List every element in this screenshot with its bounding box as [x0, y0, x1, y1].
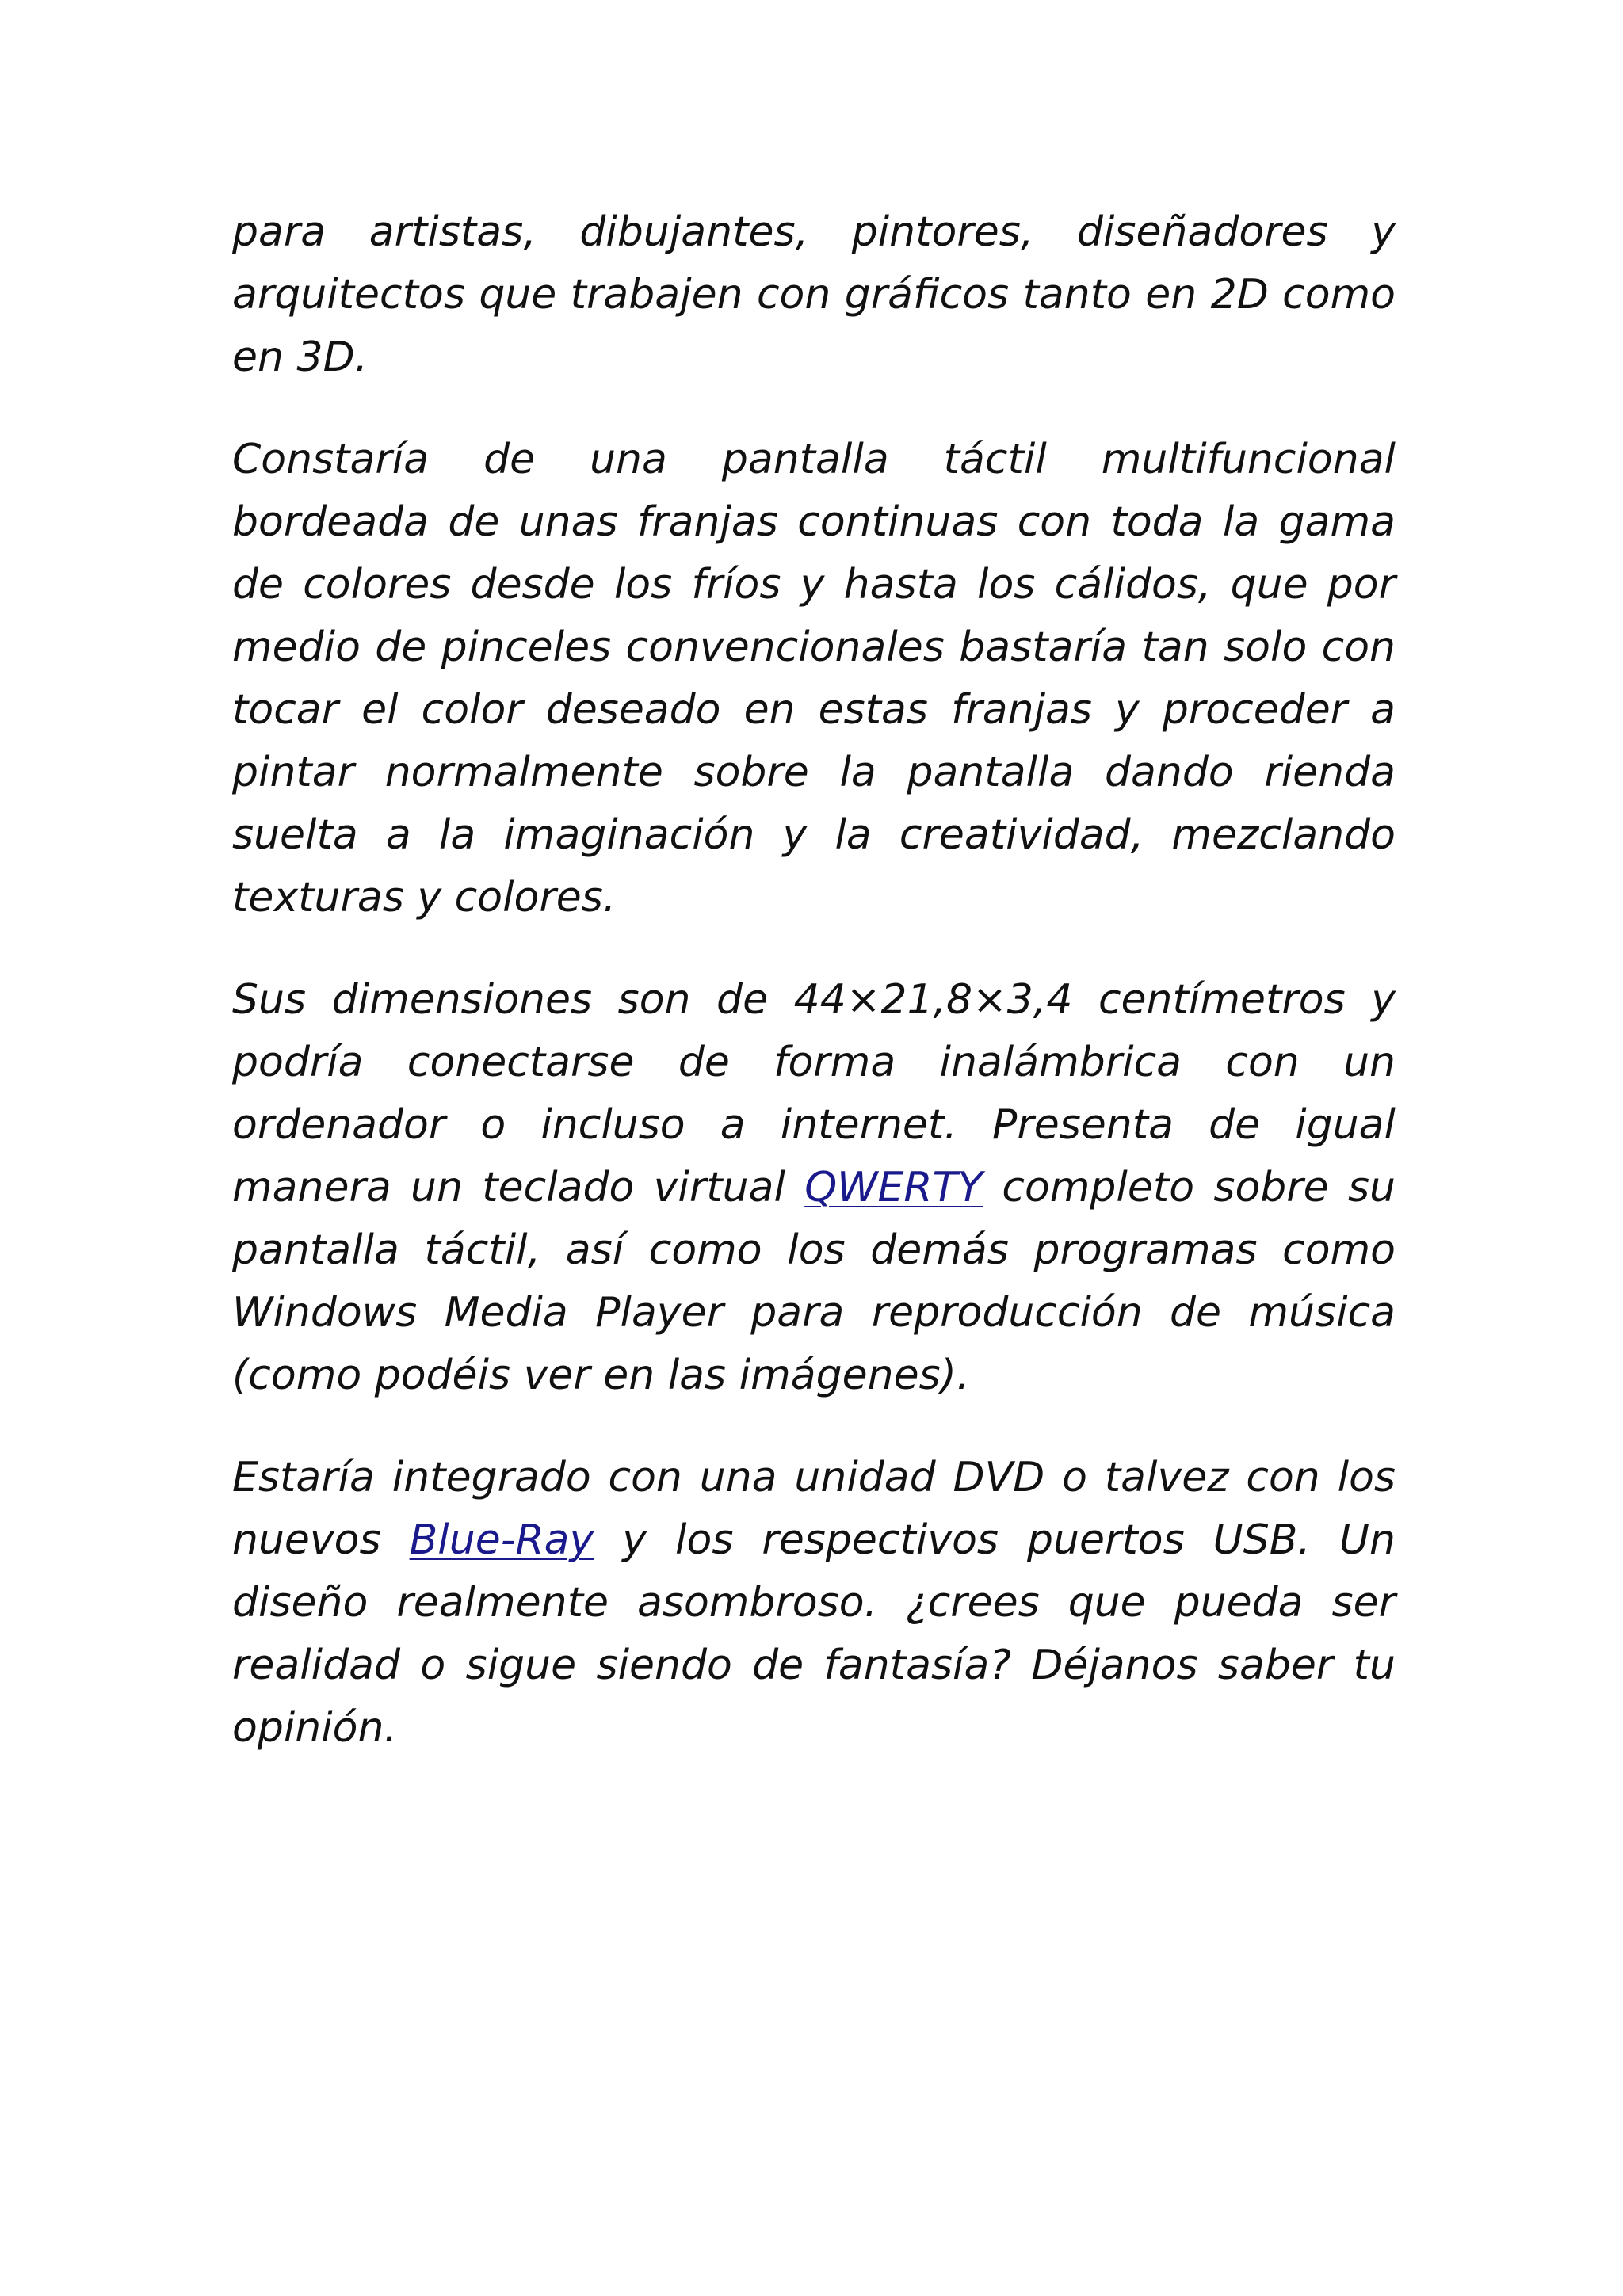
- paragraph-integration: [232, 1447, 1396, 1760]
- paragraph-dimensions-text-after: completo sobre su pantalla táctil, así como los demás programas como Windows Media Player para reproducción de música (como podéis ver en las imágenes).: [232, 1164, 1396, 1399]
- document-body: [232, 201, 1396, 1799]
- paragraph-dimensions-text-before: Sus dimensiones son de 44×21,8×3,4 centímetros y podría conectarse de forma inalámbrica con un ordenador o incluso a internet. Presenta de igual manera un teclado virtual: [232, 976, 1396, 1211]
- paragraph-integration-text-before: Estaría integrado con una unidad DVD o talvez con los nuevos: [232, 1454, 1396, 1564]
- paragraph-dimensions: [232, 969, 1396, 1407]
- paragraph-screen-description: Constaría de una pantalla táctil multifuncional bordeada de unas franjas continuas con toda la gama de colores desde los fríos y hasta los cálidos, que por medio de pinceles convencionales bastaría tan solo con tocar el color deseado en estas franjas y proceder a pintar normalmente sobre la pantalla dando rienda suelta a la imaginación y la creatividad, mezclando texturas y colores.: [232, 436, 1396, 921]
- paragraph-intro-continuation: para artistas, dibujantes, pintores, diseñadores y arquitectos que trabajen con gráficos tanto en 2D como en 3D.: [232, 208, 1396, 381]
- blue-ray-link[interactable]: Blue-Ray: [409, 1516, 594, 1564]
- paragraph-integration-text-after: y los respectivos puertos USB. Un diseño realmente asombroso. ¿crees que pueda ser realidad o sigue siendo de fantasía? Déjanos saber tu opinión.: [232, 1516, 1396, 1752]
- qwerty-link[interactable]: QWERTY: [804, 1164, 983, 1211]
